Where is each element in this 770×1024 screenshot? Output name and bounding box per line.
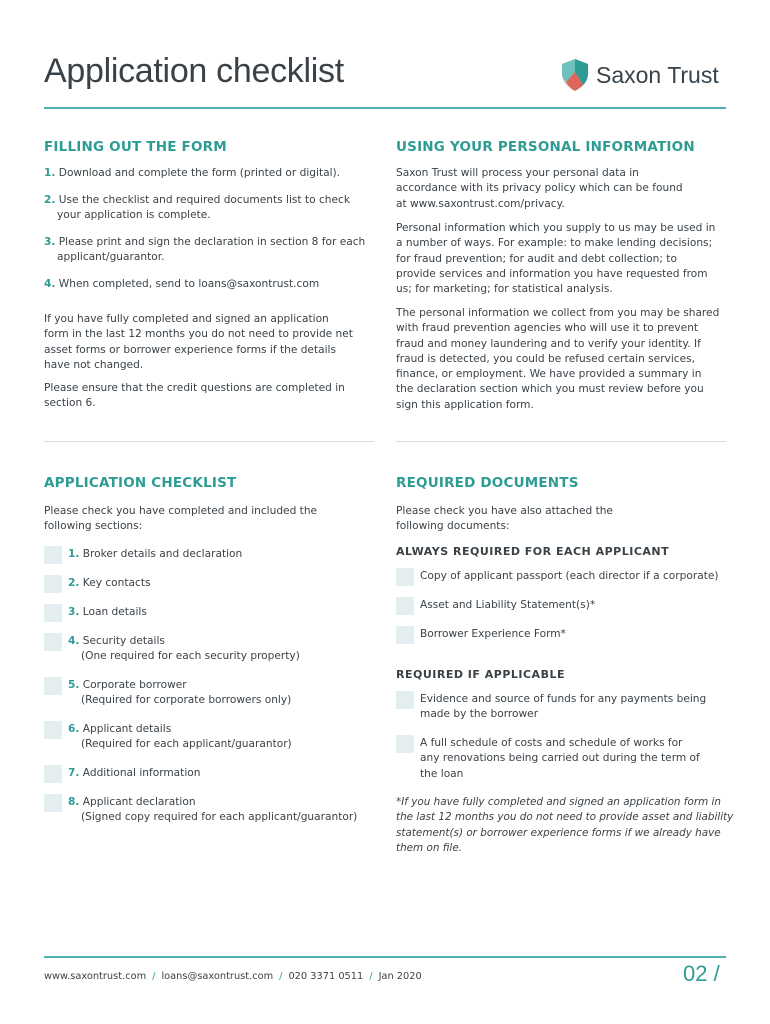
text-line: us; for marketing; for statistical analysis. <box>396 283 613 296</box>
checklist-item <box>68 605 147 620</box>
document-item <box>420 598 595 613</box>
step-number: 3. <box>44 236 56 248</box>
text-line: accordance with its privacy policy which can be found <box>396 182 683 195</box>
text-line: at www.saxontrust.com/privacy. <box>396 197 565 210</box>
page-number: 02 / <box>683 961 720 986</box>
if-applicable-heading: REQUIRED IF APPLICABLE <box>396 668 565 681</box>
step-number: 1. <box>44 167 56 179</box>
text-line: with fraud prevention agencies who will use it to prevent <box>396 322 699 335</box>
document-label: Asset and Liability Statement(s)* <box>420 599 596 611</box>
item-sublabel: (One required for each security property) <box>81 650 300 663</box>
text-line: The personal information we collect from you may be shared <box>396 307 720 319</box>
text-line: section 6. <box>44 397 96 410</box>
shield-logo-icon <box>560 58 590 92</box>
documents-heading: REQUIRED DOCUMENTS <box>396 475 579 491</box>
step-item <box>44 166 374 193</box>
item-number: 3. <box>68 606 80 618</box>
footer-separator: / <box>279 971 283 982</box>
text-line: statement(s) or borrower experience forms if we already have <box>396 826 721 839</box>
item-sublabel: (Signed copy required for each applicant/guarantor) <box>81 811 358 824</box>
footer-website[interactable]: www.saxontrust.com <box>44 971 147 982</box>
text-line: Saxon Trust will process your personal data in <box>396 167 639 179</box>
item-label: Applicant declaration <box>82 796 196 808</box>
checkbox-corporate-borrower[interactable] <box>44 677 62 695</box>
personal-p1 <box>396 166 731 212</box>
checklist-heading: APPLICATION CHECKLIST <box>44 475 237 491</box>
text-line: have not changed. <box>44 358 144 371</box>
text-line: Please check you have also attached the <box>396 505 613 517</box>
footer-separator: / <box>369 971 373 982</box>
checklist-intro <box>44 504 374 535</box>
item-sublabel: (Required for each applicant/guarantor) <box>81 738 292 751</box>
filling-note <box>44 312 374 373</box>
step-text-cont: your application is complete. <box>57 209 211 222</box>
text-line: sign this application form. <box>396 398 534 411</box>
checkbox-asset-liability[interactable] <box>396 597 414 615</box>
text-line: fraud is detected, you could be refused certain services, <box>396 352 695 365</box>
checkbox-source-of-funds[interactable] <box>396 691 414 709</box>
documents-intro <box>396 504 731 535</box>
document-label: A full schedule of costs and schedule of works for <box>420 737 683 749</box>
header-divider <box>44 107 726 109</box>
document-label: Evidence and source of funds for any payments being <box>420 693 707 705</box>
always-required-heading: ALWAYS REQUIRED FOR EACH APPLICANT <box>396 545 670 558</box>
item-number: 7. <box>68 767 80 779</box>
item-number: 2. <box>68 577 80 589</box>
text-line: Personal information which you supply to us may be used in <box>396 222 716 234</box>
item-number: 4. <box>68 635 80 647</box>
checklist-item <box>68 795 357 826</box>
item-label: Key contacts <box>82 577 151 589</box>
text-line: provide services and information you have requested from <box>396 267 708 280</box>
text-line: If you have fully completed and signed an application <box>44 313 329 325</box>
footer-divider <box>44 956 726 958</box>
step-text: Please print and sign the declaration in section 8 for each <box>58 236 366 248</box>
document-item <box>420 736 730 782</box>
checklist-item <box>68 722 292 753</box>
step-item <box>44 193 374 235</box>
text-line: form in the last 12 months you do not need to provide net <box>44 328 353 341</box>
section-divider <box>44 441 374 442</box>
checkbox-key-contacts[interactable] <box>44 575 62 593</box>
item-number: 8. <box>68 796 80 808</box>
checkbox-security-details[interactable] <box>44 633 62 651</box>
text-line: following documents: <box>396 520 510 533</box>
document-item <box>420 692 730 723</box>
step-item <box>44 235 374 277</box>
text-line: Please check you have completed and included the <box>44 505 318 517</box>
checklist-item <box>68 576 151 591</box>
checkbox-applicant-declaration[interactable] <box>44 794 62 812</box>
step-item <box>44 277 374 292</box>
item-sublabel: (Required for corporate borrowers only) <box>81 694 292 707</box>
item-number: 6. <box>68 723 80 735</box>
document-item <box>420 569 719 584</box>
checkbox-borrower-experience[interactable] <box>396 626 414 644</box>
document-label-cont: made by the borrower <box>420 708 539 721</box>
document-label-cont: any renovations being carried out during the term of <box>420 752 700 765</box>
text-line: a number of ways. For example: to make lending decisions; <box>396 237 713 250</box>
checklist-item <box>68 547 242 562</box>
checkbox-passport[interactable] <box>396 568 414 586</box>
checkbox-additional-information[interactable] <box>44 765 62 783</box>
document-label-cont: the loan <box>420 767 464 780</box>
brand-name: Saxon Trust <box>596 61 719 88</box>
item-label: Broker details and declaration <box>82 548 243 560</box>
checklist-item <box>68 766 200 781</box>
step-text-cont: applicant/guarantor. <box>57 251 165 264</box>
filling-steps <box>44 166 374 292</box>
step-number: 4. <box>44 278 56 290</box>
filling-heading: FILLING OUT THE FORM <box>44 139 227 155</box>
footer-date: Jan 2020 <box>378 971 422 982</box>
checkbox-loan-details[interactable] <box>44 604 62 622</box>
checkbox-broker-details[interactable] <box>44 546 62 564</box>
document-label: Borrower Experience Form* <box>420 628 566 640</box>
document-label: Copy of applicant passport (each director if a corporate) <box>420 570 719 582</box>
item-label: Security details <box>82 635 165 647</box>
filling-credit-note <box>44 381 374 412</box>
footer-email[interactable]: loans@saxontrust.com <box>161 971 274 982</box>
text-line: them on file. <box>396 841 463 854</box>
item-label: Loan details <box>82 606 147 618</box>
page-title: Application checklist <box>44 52 344 90</box>
checklist-item <box>68 678 291 709</box>
step-number: 2. <box>44 194 56 206</box>
checklist-item <box>68 634 300 665</box>
text-line: the declaration section which you must review before you <box>396 383 704 396</box>
text-line: following sections: <box>44 520 143 533</box>
brand-logo <box>560 58 719 92</box>
document-item <box>420 627 566 642</box>
checkbox-applicant-details[interactable] <box>44 721 62 739</box>
personal-p3 <box>396 306 731 413</box>
step-text: Download and complete the form (printed or digital). <box>58 167 341 179</box>
item-label: Corporate borrower <box>82 679 187 691</box>
personal-heading: USING YOUR PERSONAL INFORMATION <box>396 139 695 155</box>
text-line: *If you have fully completed and signed an application form in <box>396 796 721 808</box>
documents-footnote <box>396 795 736 856</box>
item-number: 1. <box>68 548 80 560</box>
text-line: for fraud prevention; for audit and debt collection; to <box>396 252 677 265</box>
item-number: 5. <box>68 679 80 691</box>
step-text: Use the checklist and required documents list to check <box>58 194 350 206</box>
item-label: Additional information <box>82 767 201 779</box>
text-line: the last 12 months you do not need to provide asset and liability <box>396 811 734 824</box>
personal-p2 <box>396 221 731 297</box>
text-line: finance, or employment. We have provided a summary in <box>396 368 702 381</box>
text-line: fraud and money laundering and to verify your identity. If <box>396 337 701 350</box>
text-line: Please ensure that the credit questions are completed in <box>44 382 345 394</box>
footer-contacts <box>44 971 422 982</box>
section-divider <box>396 441 726 442</box>
text-line: asset forms or borrower experience forms if the details <box>44 343 336 356</box>
footer-separator: / <box>152 971 156 982</box>
checkbox-schedule-of-works[interactable] <box>396 735 414 753</box>
item-label: Applicant details <box>82 723 172 735</box>
footer-phone: 020 3371 0511 <box>288 971 364 982</box>
step-text: When completed, send to loans@saxontrust.com <box>58 278 320 290</box>
